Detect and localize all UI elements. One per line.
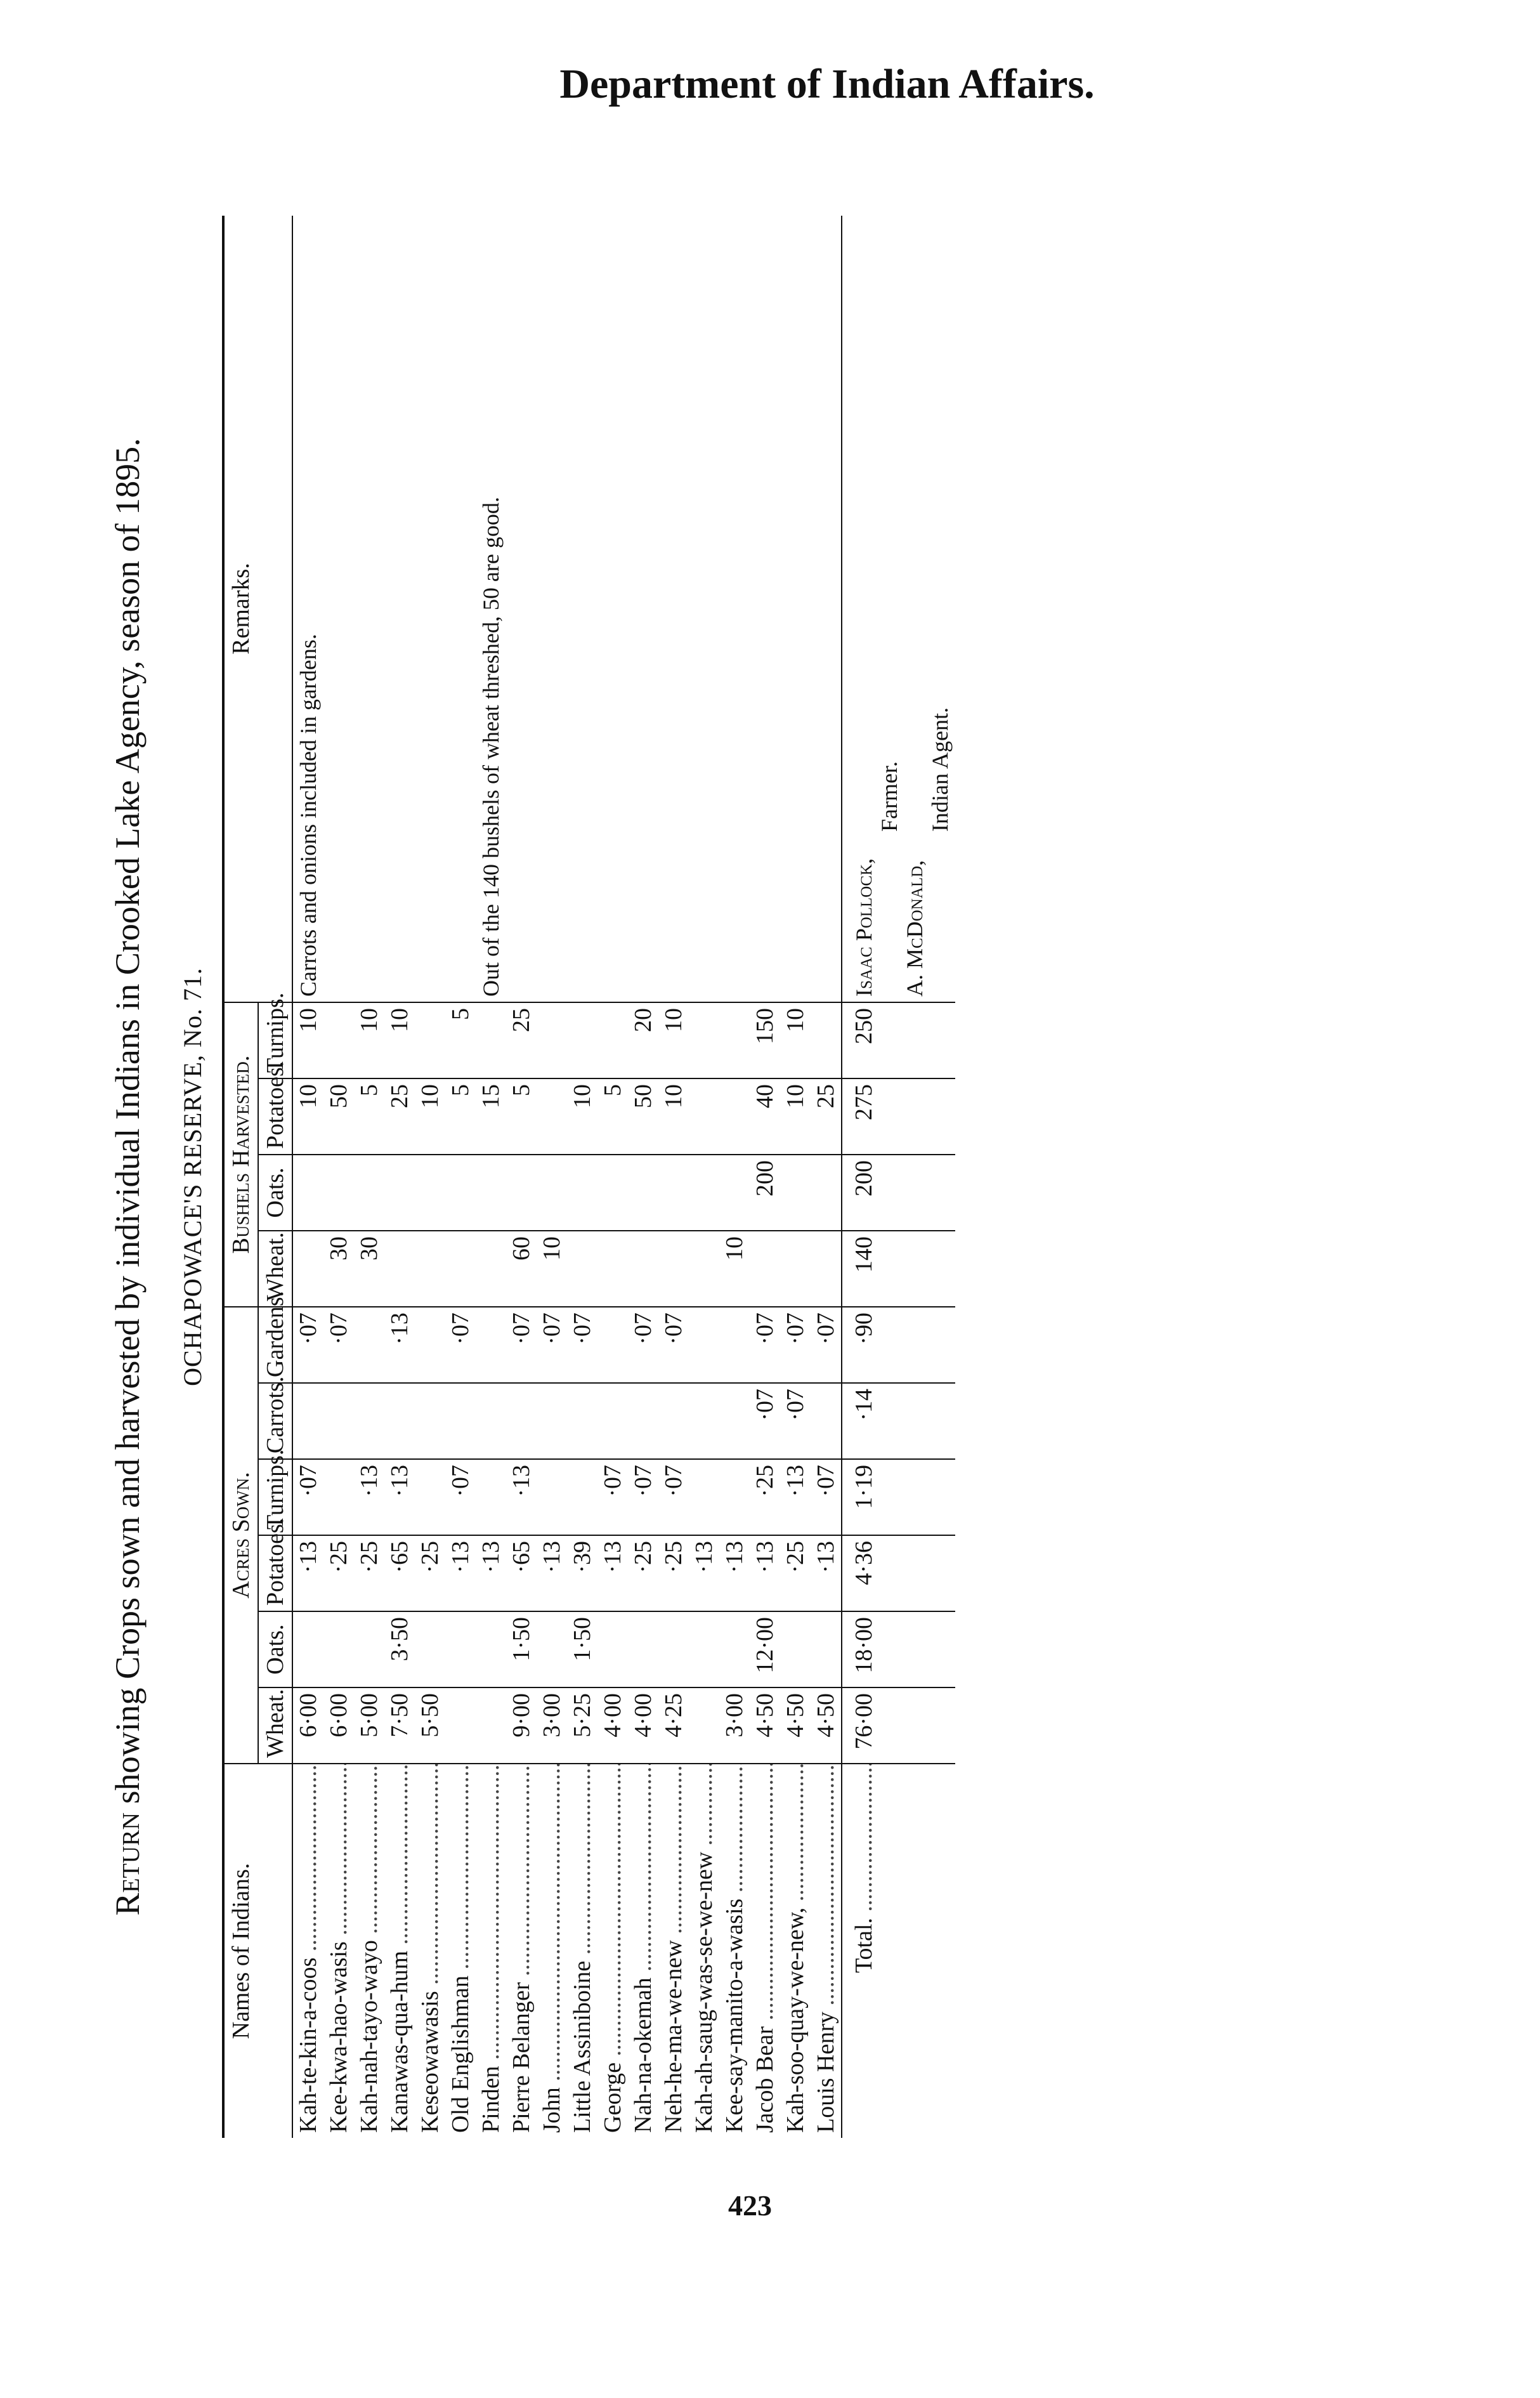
cell-a-turnips — [567, 1459, 597, 1535]
cell-b-wheat — [597, 1231, 628, 1307]
cell-b-wheat — [689, 1231, 719, 1307]
total-a-turnips: 1·19 — [842, 1459, 955, 1535]
cell-a-turnips: ·07 — [658, 1459, 689, 1535]
cell-b-potatoes: 50 — [628, 1078, 658, 1155]
cell-b-wheat — [445, 1231, 476, 1307]
remark-cell — [506, 216, 537, 1002]
col-group-acres: Acres Sown. — [223, 1307, 258, 1764]
total-b-oats: 200 — [842, 1155, 955, 1231]
table-row — [384, 216, 415, 2138]
cell-b-turnips: 20 — [628, 1002, 658, 1078]
cell-a-potatoes: ·25 — [780, 1535, 811, 1611]
cell-a-wheat: 4·00 — [628, 1687, 658, 1764]
cell-b-turnips — [476, 1002, 506, 1078]
remark-cell — [537, 216, 567, 1002]
remark-cell — [415, 216, 445, 1002]
cell-b-turnips — [811, 1002, 842, 1078]
cell-a-carrots — [476, 1383, 506, 1459]
cell-b-oats — [476, 1155, 506, 1231]
page-header: Department of Indian Affairs. — [559, 61, 1095, 107]
cell-a-wheat: 5·50 — [415, 1687, 445, 1764]
cell-b-wheat: 60 — [506, 1231, 537, 1307]
remark-cell — [780, 216, 811, 1002]
title-first-word: Return — [108, 1812, 147, 1916]
cell-a-gardens: ·07 — [628, 1307, 658, 1383]
signatures — [842, 216, 955, 1002]
cell-a-gardens — [689, 1307, 719, 1383]
cell-a-oats — [476, 1611, 506, 1687]
indian-name-cell: Pinden ..... — [476, 1764, 506, 2138]
cell-b-potatoes: 5 — [597, 1078, 628, 1155]
cell-b-oats — [628, 1155, 658, 1231]
cell-b-potatoes: 25 — [811, 1078, 842, 1155]
total-label: Total. ..... — [842, 1764, 955, 2138]
cell-a-potatoes: ·65 — [384, 1535, 415, 1611]
cell-a-wheat — [689, 1687, 719, 1764]
cell-b-oats — [415, 1155, 445, 1231]
table-body — [292, 216, 955, 2138]
cell-a-potatoes: ·13 — [537, 1535, 567, 1611]
cell-a-potatoes: ·39 — [567, 1535, 597, 1611]
cell-a-carrots — [415, 1383, 445, 1459]
cell-b-wheat: 30 — [323, 1231, 354, 1307]
cell-a-turnips: ·07 — [445, 1459, 476, 1535]
cell-b-oats — [780, 1155, 811, 1231]
cell-a-oats — [628, 1611, 658, 1687]
cell-b-oats — [323, 1155, 354, 1231]
remark-cell — [658, 216, 689, 1002]
cell-a-gardens: ·07 — [811, 1307, 842, 1383]
indian-name-cell: Kah-te-kin-a-coos ..... — [292, 1764, 323, 2138]
cell-a-oats — [292, 1611, 323, 1687]
indian-name-cell: Louis Henry ..... — [811, 1764, 842, 2138]
cell-b-wheat — [750, 1231, 780, 1307]
cell-a-turnips — [476, 1459, 506, 1535]
cell-b-turnips — [537, 1002, 567, 1078]
cell-b-oats — [506, 1155, 537, 1231]
signature-role: Farmer. — [877, 761, 902, 832]
indian-name-cell: Keseowawasis ..... — [415, 1764, 445, 2138]
table-row — [354, 216, 384, 2138]
cell-a-oats: 1·50 — [506, 1611, 537, 1687]
cell-b-potatoes: 5 — [445, 1078, 476, 1155]
cell-b-wheat — [476, 1231, 506, 1307]
cell-b-oats — [567, 1155, 597, 1231]
cell-a-oats — [780, 1611, 811, 1687]
cell-b-oats — [292, 1155, 323, 1231]
total-a-potatoes: 4·36 — [842, 1535, 955, 1611]
cell-b-wheat — [415, 1231, 445, 1307]
cell-a-potatoes: ·13 — [597, 1535, 628, 1611]
cell-b-oats — [354, 1155, 384, 1231]
total-row — [842, 216, 955, 2138]
cell-b-turnips: 10 — [292, 1002, 323, 1078]
cell-a-carrots — [689, 1383, 719, 1459]
cell-a-wheat: 4·50 — [811, 1687, 842, 1764]
total-b-wheat: 140 — [842, 1231, 955, 1307]
cell-b-wheat — [567, 1231, 597, 1307]
cell-a-gardens: ·13 — [384, 1307, 415, 1383]
total-a-oats: 18·00 — [842, 1611, 955, 1687]
remark-cell — [597, 216, 628, 1002]
table-row — [506, 216, 537, 2138]
cell-b-potatoes — [537, 1078, 567, 1155]
cell-a-potatoes: ·25 — [354, 1535, 384, 1611]
cell-b-wheat — [780, 1231, 811, 1307]
table-row — [811, 216, 842, 2138]
cell-a-oats — [811, 1611, 842, 1687]
cell-a-carrots — [567, 1383, 597, 1459]
cell-a-gardens — [476, 1307, 506, 1383]
cell-a-gardens: ·07 — [292, 1307, 323, 1383]
cell-b-potatoes: 5 — [354, 1078, 384, 1155]
cell-a-gardens — [415, 1307, 445, 1383]
cell-a-turnips: ·13 — [384, 1459, 415, 1535]
cell-a-oats — [323, 1611, 354, 1687]
cell-a-wheat: 6·00 — [292, 1687, 323, 1764]
cell-b-turnips — [415, 1002, 445, 1078]
col-acres-gardens: Gardens. — [258, 1307, 292, 1383]
title-rest: showing Crops sown and harvested by individual Indians in Crooked Lake Agency, season of 1895. — [108, 438, 147, 1812]
cell-a-carrots — [658, 1383, 689, 1459]
indian-name-cell: Kee-kwa-hao-wasis ..... — [323, 1764, 354, 2138]
total-a-carrots: ·14 — [842, 1383, 955, 1459]
table-row — [292, 216, 323, 2138]
cell-b-turnips: 10 — [354, 1002, 384, 1078]
indian-name-cell: Little Assiniboine ..... — [567, 1764, 597, 2138]
cell-b-wheat — [628, 1231, 658, 1307]
cell-b-oats — [445, 1155, 476, 1231]
indian-name-cell: Kah-soo-quay-we-new, ..... — [780, 1764, 811, 2138]
cell-b-wheat — [658, 1231, 689, 1307]
cell-a-wheat: 4·50 — [780, 1687, 811, 1764]
indian-name-cell: Old Englishman ..... — [445, 1764, 476, 2138]
cell-b-wheat: 30 — [354, 1231, 384, 1307]
cell-b-potatoes: 10 — [292, 1078, 323, 1155]
col-names: Names of Indians. — [223, 1764, 292, 2138]
cell-b-potatoes: 10 — [780, 1078, 811, 1155]
remark-cell — [628, 216, 658, 1002]
cell-b-wheat — [292, 1231, 323, 1307]
cell-a-oats: 12·00 — [750, 1611, 780, 1687]
table-row — [415, 216, 445, 2138]
cell-b-oats — [719, 1155, 750, 1231]
cell-a-gardens: ·07 — [323, 1307, 354, 1383]
col-acres-turnips: Turnips. — [258, 1459, 292, 1535]
cell-a-gardens — [719, 1307, 750, 1383]
cell-a-wheat: 9·00 — [506, 1687, 537, 1764]
cell-b-wheat: 10 — [537, 1231, 567, 1307]
indian-name-cell: Pierre Belanger ..... — [506, 1764, 537, 2138]
cell-a-gardens — [354, 1307, 384, 1383]
table-row — [537, 216, 567, 2138]
cell-b-potatoes: 5 — [506, 1078, 537, 1155]
cell-a-turnips — [719, 1459, 750, 1535]
col-bushels-wheat: Wheat. — [258, 1231, 292, 1307]
cell-a-potatoes: ·13 — [292, 1535, 323, 1611]
cell-b-wheat — [384, 1231, 415, 1307]
cell-a-oats — [658, 1611, 689, 1687]
cell-b-oats — [658, 1155, 689, 1231]
indian-name-cell: Kah-ah-saug-was-se-we-new ..... — [689, 1764, 719, 2138]
remark-cell — [354, 216, 384, 1002]
cell-a-carrots — [445, 1383, 476, 1459]
cell-a-carrots — [537, 1383, 567, 1459]
cell-b-turnips: 25 — [506, 1002, 537, 1078]
cell-a-carrots — [292, 1383, 323, 1459]
cell-a-oats — [415, 1611, 445, 1687]
cell-b-potatoes: 15 — [476, 1078, 506, 1155]
cell-a-turnips: ·07 — [628, 1459, 658, 1535]
cell-a-wheat: 7·50 — [384, 1687, 415, 1764]
col-group-bushels: Bushels Harvested. — [223, 1002, 258, 1307]
table-row — [719, 216, 750, 2138]
cell-a-carrots — [811, 1383, 842, 1459]
table-title — [108, 216, 147, 2138]
page-number: 423 — [728, 2189, 772, 2222]
cell-a-oats — [719, 1611, 750, 1687]
indian-name-cell: Kah-nah-tayo-wayo ..... — [354, 1764, 384, 2138]
cell-b-potatoes — [689, 1078, 719, 1155]
indian-name-cell: Nah-na-okemah ..... — [628, 1764, 658, 2138]
cell-a-wheat — [476, 1687, 506, 1764]
cell-a-carrots — [597, 1383, 628, 1459]
cell-a-gardens — [597, 1307, 628, 1383]
total-b-potatoes: 275 — [842, 1078, 955, 1155]
remark-cell: Carrots and onions included in gardens. — [292, 216, 323, 1002]
cell-b-potatoes: 50 — [323, 1078, 354, 1155]
cell-b-turnips — [597, 1002, 628, 1078]
col-acres-wheat: Wheat. — [258, 1687, 292, 1764]
cell-a-carrots: ·07 — [780, 1383, 811, 1459]
crops-table — [222, 216, 955, 2138]
cell-a-carrots — [628, 1383, 658, 1459]
cell-b-turnips: 10 — [658, 1002, 689, 1078]
cell-a-potatoes: ·13 — [750, 1535, 780, 1611]
remark-cell — [445, 216, 476, 1002]
col-acres-oats: Oats. — [258, 1611, 292, 1687]
cell-a-gardens: ·07 — [658, 1307, 689, 1383]
table-row — [323, 216, 354, 2138]
cell-a-gardens: ·07 — [567, 1307, 597, 1383]
cell-a-turnips — [323, 1459, 354, 1535]
cell-a-turnips: ·13 — [354, 1459, 384, 1535]
cell-b-wheat — [811, 1231, 842, 1307]
cell-a-gardens: ·07 — [780, 1307, 811, 1383]
cell-b-wheat: 10 — [719, 1231, 750, 1307]
total-a-gardens: ·90 — [842, 1307, 955, 1383]
cell-a-carrots — [354, 1383, 384, 1459]
cell-a-potatoes: ·25 — [323, 1535, 354, 1611]
cell-a-gardens: ·07 — [445, 1307, 476, 1383]
indian-name-cell: Neh-he-ma-we-new ..... — [658, 1764, 689, 2138]
table-row — [628, 216, 658, 2138]
cell-a-wheat — [445, 1687, 476, 1764]
cell-a-turnips: ·13 — [506, 1459, 537, 1535]
signature-name: Isaac Pollock, — [851, 858, 877, 997]
cell-a-turnips: ·07 — [811, 1459, 842, 1535]
cell-a-wheat: 5·00 — [354, 1687, 384, 1764]
cell-a-turnips — [415, 1459, 445, 1535]
cell-a-wheat: 6·00 — [323, 1687, 354, 1764]
cell-a-wheat: 4·00 — [597, 1687, 628, 1764]
cell-a-turnips: ·25 — [750, 1459, 780, 1535]
cell-a-potatoes: ·13 — [445, 1535, 476, 1611]
table-row — [476, 216, 506, 2138]
remark-cell — [567, 216, 597, 1002]
cell-a-potatoes: ·25 — [628, 1535, 658, 1611]
cell-a-oats: 3·50 — [384, 1611, 415, 1687]
remark-cell — [323, 216, 354, 1002]
indian-name-cell: Kanawas-qua-hum ..... — [384, 1764, 415, 2138]
cell-a-turnips: ·07 — [597, 1459, 628, 1535]
cell-a-carrots — [323, 1383, 354, 1459]
table-row — [445, 216, 476, 2138]
cell-a-potatoes: ·65 — [506, 1535, 537, 1611]
cell-b-potatoes: 10 — [415, 1078, 445, 1155]
cell-a-oats — [354, 1611, 384, 1687]
cell-a-potatoes: ·13 — [811, 1535, 842, 1611]
total-a-wheat: 76·00 — [842, 1687, 955, 1764]
cell-b-oats — [689, 1155, 719, 1231]
cell-a-gardens: ·07 — [750, 1307, 780, 1383]
indian-name-cell: George ..... — [597, 1764, 628, 2138]
cell-a-gardens: ·07 — [506, 1307, 537, 1383]
table-row — [567, 216, 597, 2138]
cell-b-turnips: 5 — [445, 1002, 476, 1078]
cell-b-potatoes: 10 — [658, 1078, 689, 1155]
cell-a-turnips: ·13 — [780, 1459, 811, 1535]
table-row — [597, 216, 628, 2138]
cell-b-potatoes: 25 — [384, 1078, 415, 1155]
remark-cell — [750, 216, 780, 1002]
remark-cell — [811, 216, 842, 1002]
cell-a-oats — [537, 1611, 567, 1687]
cell-b-oats — [384, 1155, 415, 1231]
cell-b-oats — [811, 1155, 842, 1231]
col-bushels-turnips: Turnips. — [258, 1002, 292, 1078]
remark-cell: Out of the 140 bushels of wheat threshed, 50 are good. — [476, 216, 506, 1002]
cell-b-turnips: 10 — [780, 1002, 811, 1078]
cell-a-oats: 1·50 — [567, 1611, 597, 1687]
cell-a-wheat: 4·25 — [658, 1687, 689, 1764]
table-row — [658, 216, 689, 2138]
col-remarks: Remarks. — [223, 216, 292, 1002]
table-row — [750, 216, 780, 2138]
cell-a-turnips: ·07 — [292, 1459, 323, 1535]
cell-a-carrots — [384, 1383, 415, 1459]
cell-a-wheat: 4·50 — [750, 1687, 780, 1764]
cell-a-potatoes: ·13 — [719, 1535, 750, 1611]
cell-a-oats — [445, 1611, 476, 1687]
cell-a-potatoes: ·13 — [476, 1535, 506, 1611]
cell-b-turnips — [689, 1002, 719, 1078]
cell-a-wheat: 3·00 — [719, 1687, 750, 1764]
cell-a-wheat: 3·00 — [537, 1687, 567, 1764]
reserve-subtitle: OCHAPOWACE'S RESERVE, No. 71. — [178, 967, 207, 1386]
indian-name-cell: John ..... — [537, 1764, 567, 2138]
cell-b-turnips — [567, 1002, 597, 1078]
col-acres-carrots: Carrots. — [258, 1383, 292, 1459]
cell-a-potatoes: ·25 — [415, 1535, 445, 1611]
cell-a-potatoes: ·25 — [658, 1535, 689, 1611]
cell-b-turnips: 10 — [384, 1002, 415, 1078]
table-row — [689, 216, 719, 2138]
remark-cell — [384, 216, 415, 1002]
remark-cell — [719, 216, 750, 1002]
cell-b-oats — [537, 1155, 567, 1231]
col-bushels-oats: Oats. — [258, 1155, 292, 1231]
signature-name: A. McDonald, — [902, 860, 927, 997]
table-row — [780, 216, 811, 2138]
cell-b-oats — [597, 1155, 628, 1231]
rotated-table-page — [95, 216, 1110, 2138]
cell-a-carrots — [506, 1383, 537, 1459]
cell-b-potatoes: 40 — [750, 1078, 780, 1155]
cell-a-gardens: ·07 — [537, 1307, 567, 1383]
total-b-turnips: 250 — [842, 1002, 955, 1078]
cell-b-turnips — [719, 1002, 750, 1078]
cell-a-oats — [597, 1611, 628, 1687]
cell-a-oats — [689, 1611, 719, 1687]
cell-b-potatoes — [719, 1078, 750, 1155]
cell-b-oats: 200 — [750, 1155, 780, 1231]
cell-a-wheat: 5·25 — [567, 1687, 597, 1764]
cell-a-turnips — [537, 1459, 567, 1535]
cell-a-carrots — [719, 1383, 750, 1459]
remark-cell — [689, 216, 719, 1002]
col-acres-potatoes: Potatoes. — [258, 1535, 292, 1611]
indian-name-cell: Jacob Bear ..... — [750, 1764, 780, 2138]
indian-name-cell: Kee-say-manito-a-wasis ..... — [719, 1764, 750, 2138]
col-bushels-potatoes: Potatoes. — [258, 1078, 292, 1155]
cell-a-potatoes: ·13 — [689, 1535, 719, 1611]
signature-role: Indian Agent. — [927, 707, 953, 832]
cell-a-turnips — [689, 1459, 719, 1535]
cell-b-turnips: 150 — [750, 1002, 780, 1078]
cell-b-potatoes: 10 — [567, 1078, 597, 1155]
cell-b-turnips — [323, 1002, 354, 1078]
cell-a-carrots: ·07 — [750, 1383, 780, 1459]
